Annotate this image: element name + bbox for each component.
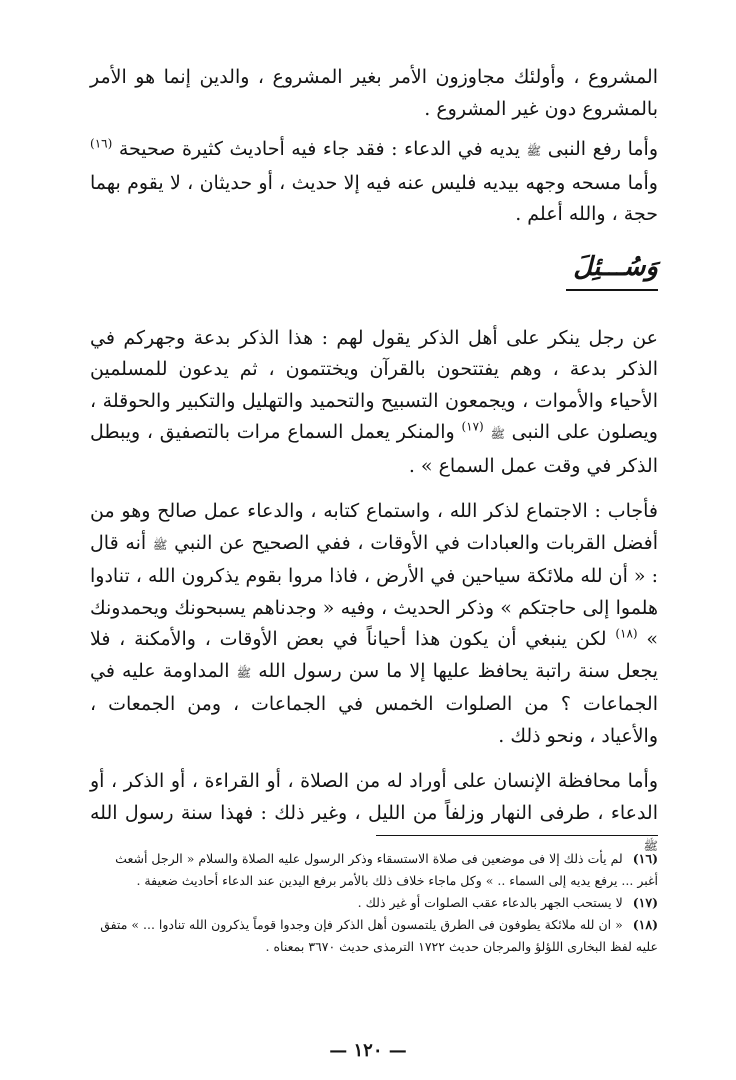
paragraph-raising-hands (90, 134, 658, 231)
paragraph-text: وأما محافظة الإنسان على أوراد له من الصلاة ، أو القراءة ، أو الذكر ، أو الدعاء ، طرفى النهار وزلفاً من الليل ، وغير ذلك : فهذا سنة رسول الله (90, 770, 658, 824)
salla-symbol: ﷺ (152, 537, 168, 552)
page-number: — ١٢٠ — (329, 1040, 407, 1061)
salla-symbol: ﷺ (236, 665, 252, 680)
footnote-reference-17[interactable]: (١٧) (461, 419, 484, 434)
footnote-reference-16[interactable]: (١٦) (90, 136, 113, 151)
paragraph-text: يديه في الدعاء : فقد جاء فيه أحاديث كثيرة صحيحة (118, 138, 521, 160)
footnote-18 (96, 914, 658, 958)
footnote-text: لا يستحب الجهر بالدعاء عقب الصلوات أو غير ذلك . (357, 895, 623, 910)
paragraph-opening-text: المشروع ، وأولئك مجاوزون الأمر بغير المشروع ، والدين إنما هو الأمر بالمشروع دون غير المشروع . (90, 66, 658, 120)
question-text: عن رجل ينكر على أهل الذكر يقول لهم : هذا الذكر بدعة وجهركم في الذكر بدعة ، وهم يفتتحون بالقرآن ويختتمون ، ثم يدعون للمسلمين الأحياء والأموات ، ويجمعون التسبيح والتحميد والتهليل والتكبير والحوقلة ، ويصلون على النبى (90, 326, 658, 443)
paragraph-text: وأما رفع النبى (547, 138, 658, 160)
paragraph-answer (90, 496, 658, 752)
footnote-text: لم يأت ذلك إلا فى موضعين فى صلاة الاستسقاء وذكر الرسول عليه الصلاة والسلام « الرجل أشعث أغبر ... يرفع يديه إلى السماء .. » وكل ماجاء خلاف ذلك بالأمر برفع اليدين عند الدعاء أحاديث ضعيفة . (115, 851, 658, 888)
paragraph-text: وأما مسحه وجهه بيديه فليس عنه فيه إلا حديث ، أو حديثان ، لا يقوم بهما حجة ، والله أعلم . (90, 171, 658, 225)
answer-text: أنه قال : « أن لله ملائكة سياحين في الأرض ، فاذا مروا بقوم يذكرون الله ، تنادوا هلموا إلى حاجتكم » وذكر الحديث ، وفيه « وجدناهم يسبحونك ويحمدونك » (90, 531, 658, 650)
footnote-number: (١٦) (632, 851, 658, 866)
footnote-reference-18[interactable]: (١٨) (615, 626, 638, 641)
footnote-17 (96, 892, 658, 914)
footnote-16 (96, 848, 658, 892)
footnote-text: « ان لله ملائكة يطوفون فى الطرق يلتمسون أهل الذكر فإن وجدوا قوماً يذكرون الله تنادوا ... » متفق عليه لفظ البخارى اللؤلؤ والمرجان حديث ١٧٢٢ الترمذى حديث ٣٦٧٠ بمعناه . (100, 917, 658, 954)
footnote-number: (١٧) (632, 895, 658, 910)
answer-text: لكن ينبغي أن يكون هذا أحياناً في بعض الأوقات ، والأمكنة ، فلا يجعل سنة راتبة يحافظ عليها إلا ما سن رسول الله (90, 628, 659, 682)
answer-text: فأجاب : الاجتماع لذكر الله ، واستماع كتابه ، والدعاء عمل صالح وهو من أفضل القربات والعبادات في الأوقات ، ففي الصحيح عن النبي (90, 500, 658, 554)
footnote-number: (١٨) (632, 917, 658, 932)
salla-symbol: ﷺ (490, 427, 505, 441)
question-text: والمنكر يعمل السماع مرات بالتصفيق ، ويبطل الذكر في وقت عمل السماع » . (90, 421, 658, 477)
footnote-divider (376, 835, 658, 836)
paragraph-question (90, 323, 658, 483)
footnotes (96, 848, 658, 958)
salla-symbol: ﷺ (526, 144, 542, 158)
section-heading: وَسُـــئِلَ (566, 247, 658, 291)
answer-text: المداومة عليه في الجماعات ؟ من الصلوات الخمس في الجماعات ، ومن الجمعات ، والأعياد ، ونحو ذلك . (90, 659, 658, 747)
salla-symbol: ﷺ (643, 839, 658, 853)
paragraph-opening (90, 62, 658, 125)
